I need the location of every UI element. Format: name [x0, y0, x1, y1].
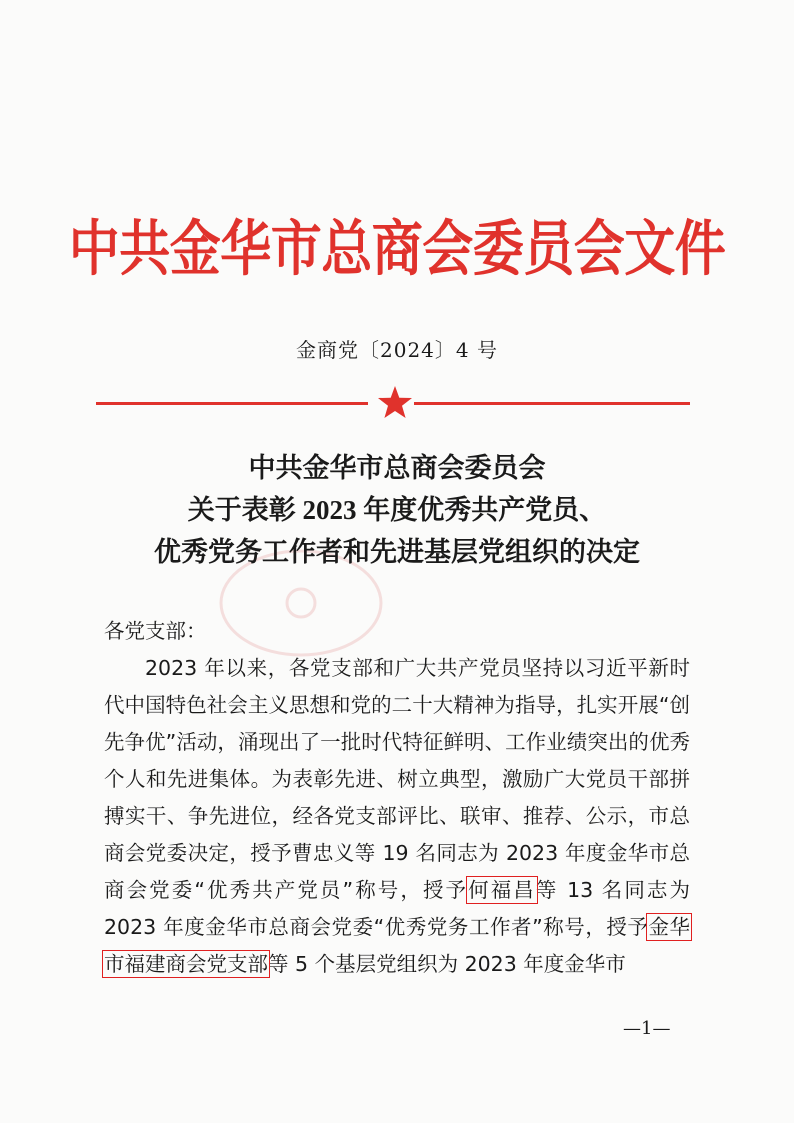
- document-number: 金商党〔2024〕4 号: [296, 338, 498, 362]
- salutation: 各党支部：: [104, 619, 207, 643]
- title-line-3: 优秀党务工作者和先进基层党组织的决定: [154, 537, 640, 567]
- highlighted-organization-name: 金华市福建商会党支部: [104, 915, 690, 976]
- paragraph-text-part-2: 等 13 名同志为 2023 年度金华市总商会党委“优秀党务工作者”称号，授予: [104, 878, 690, 939]
- title-line-2: 关于表彰 2023 年度优秀共产党员、: [187, 495, 607, 525]
- title-line-1: 中共金华市总商会委员会: [248, 453, 546, 483]
- document-header-title: 中共金华市总商会委员会文件: [68, 215, 726, 285]
- decision-title: [0, 447, 794, 573]
- page-number: —1—: [623, 1018, 671, 1039]
- divider-line-right: [414, 402, 690, 405]
- paragraph-text-part-1: 2023 年以来，各党支部和广大共产党员坚持以习近平新时代中国特色社会主义思想和党的二十大精神为指导，扎实开展“创先争优”活动，涌现出了一批时代特征鲜明、工作业绩突出的优秀个人和先进集体。为表彰先进、树立典型，激励广大党员干部拼搏实干、争先进位，经各党支部评比、联审、推荐、公示，市总商会党委决定，授予曹忠义等 19 名同志为 2023 年度金华市总商会党委“优秀共产党员”称号，授予: [104, 656, 690, 902]
- highlighted-person-name: 何福昌: [468, 878, 536, 902]
- divider-line-left: [96, 402, 368, 405]
- paragraph-text-part-3: 等 5 个基层党组织为 2023 年度金华市: [268, 952, 626, 976]
- star-icon: [377, 385, 413, 419]
- document-body: [104, 613, 690, 983]
- body-paragraph: [104, 650, 690, 983]
